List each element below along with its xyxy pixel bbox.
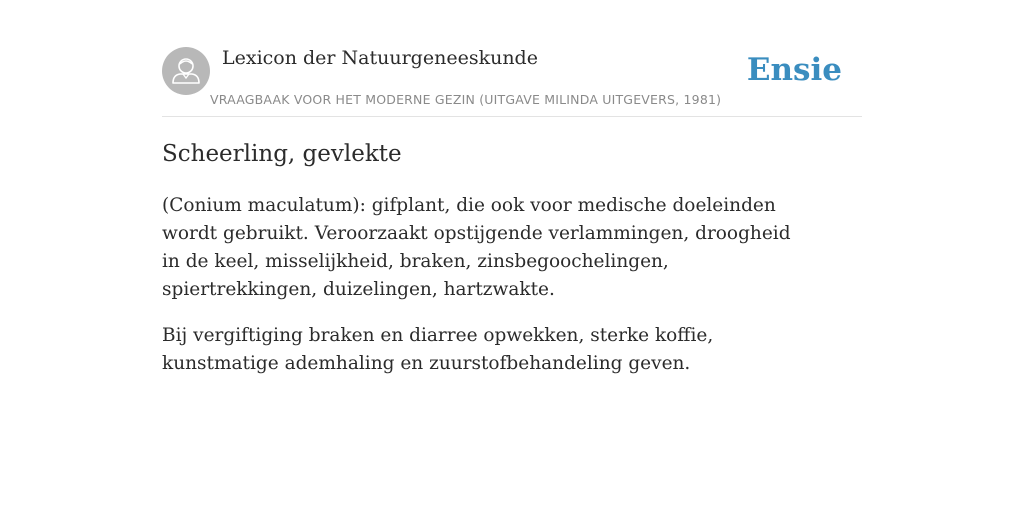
header: [162, 46, 862, 117]
source-title[interactable]: VRAAGBAAK VOOR HET MODERNE GEZIN (UITGAVE MILINDA UITGEVERS, 1981): [210, 92, 722, 107]
user-outline-icon: [162, 47, 210, 95]
entry-body: [162, 192, 812, 396]
author-name[interactable]: Lexicon der Natuurgeneeskunde: [222, 47, 538, 69]
author-avatar[interactable]: [162, 47, 210, 95]
brand-logo[interactable]: Ensie: [746, 52, 842, 88]
entry-paragraph: (Conium maculatum): gifplant, die ook voor medische doeleinden wordt gebruikt. Veroorzaakt opstijgende verlammingen, droogheid in de keel, misselijkheid, braken, zinsbegoochelingen, spiertrekkingen, duizelingen, hartzwakte.: [162, 195, 791, 300]
entry-paragraph: Bij vergiftiging braken en diarree opwekken, sterke koffie, kunstmatige ademhaling en zuurstofbehandeling geven.: [162, 325, 714, 374]
entry-title: Scheerling, gevlekte: [162, 141, 402, 167]
